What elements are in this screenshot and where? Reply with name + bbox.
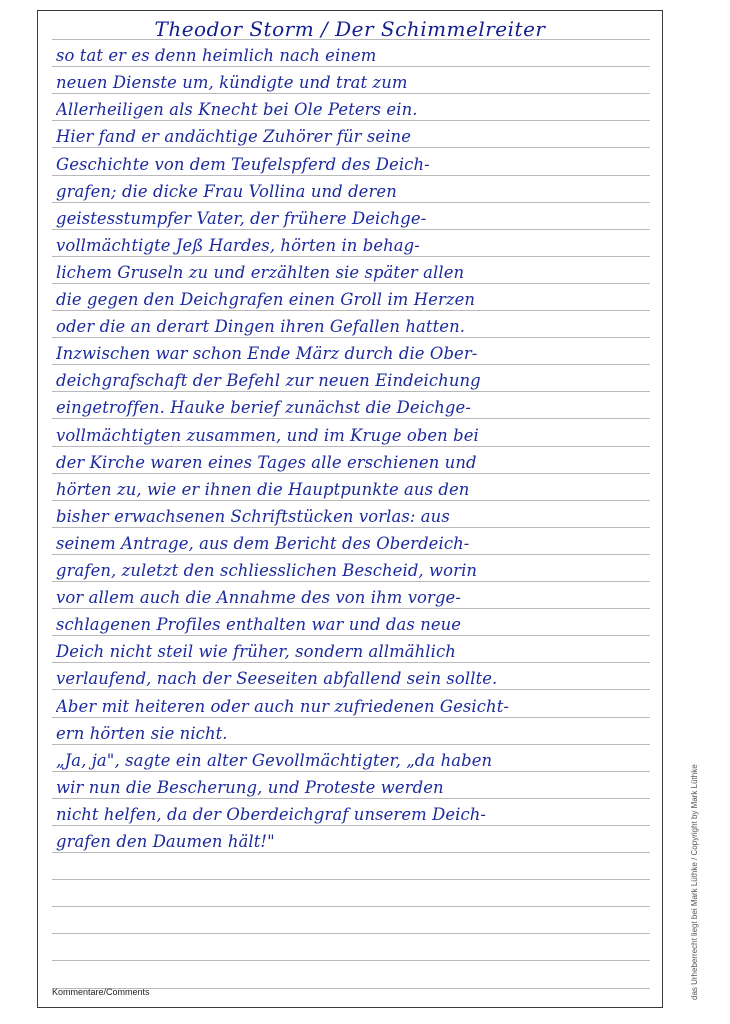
handwritten-line: grafen; die dicke Frau Vollina und deren — [56, 181, 397, 201]
handwritten-line: ern hörten sie nicht. — [56, 723, 228, 743]
handwritten-line: vollmächtigten zusammen, und im Kruge oben bei — [56, 425, 479, 445]
handwritten-line: seinem Antrage, aus dem Bericht des Oberdeich- — [56, 533, 470, 553]
handwritten-line: schlagenen Profiles enthalten war und das neue — [56, 615, 462, 635]
lined-paper-sheet — [37, 10, 663, 1008]
handwritten-line: eingetroffen. Hauke berief zunächst die Deichge- — [56, 398, 471, 418]
handwritten-text-area — [52, 11, 650, 1008]
ruled-line — [52, 960, 650, 961]
handwritten-line: die gegen den Deichgrafen einen Groll im Herzen — [56, 290, 476, 309]
handwritten-line: deichgrafschaft der Befehl zur neuen Eindeichung — [56, 371, 481, 391]
handwritten-line: geistesstumpfer Vater, der frühere Deichge- — [56, 208, 427, 228]
handwritten-line: bisher erwachsenen Schriftstücken vorlas: aus — [56, 506, 450, 526]
handwritten-line: verlaufend, nach der Seeseiten abfallend sein sollte. — [56, 669, 498, 689]
handwritten-line: grafen den Daumen hält!" — [56, 832, 275, 851]
handwritten-line: hörten zu, wie er ihnen die Hauptpunkte aus den — [56, 479, 470, 499]
comments-label: Kommentare/Comments — [52, 987, 150, 997]
handwritten-line: so tat er es denn heimlich nach einem — [56, 46, 377, 66]
handwritten-line: vollmächtigte Jeß Hardes, hörten in behag- — [56, 235, 420, 255]
handwritten-line: der Kirche waren eines Tages alle erschienen und — [56, 452, 477, 472]
ruled-line — [52, 39, 650, 40]
handwritten-line: lichem Gruseln zu und erzählten sie später allen — [56, 262, 465, 282]
handwritten-line: Allerheiligen als Knecht bei Ole Peters ein. — [56, 100, 418, 120]
handwritten-line: Inzwischen war schon Ende März durch die Ober- — [56, 344, 478, 364]
handwritten-line: oder die an derart Dingen ihren Gefallen hatten. — [56, 317, 466, 337]
copyright-text: das Urheberrecht liegt bei Mark Lüthke / Copyright by Mark Lüthke — [690, 764, 699, 1000]
ruled-line — [52, 879, 650, 880]
page-title: Theodor Storm / Der Schimmelreiter — [154, 17, 546, 41]
handwritten-line: Deich nicht steil wie früher, sondern allmählich — [56, 642, 456, 662]
ruled-line — [52, 906, 650, 907]
handwritten-line: „Ja, ja", sagte ein alter Gevollmächtigter, „da haben — [56, 750, 493, 770]
handwritten-line: wir nun die Bescherung, und Proteste werden — [56, 777, 444, 797]
handwritten-line: grafen, zuletzt den schliesslichen Bescheid, worin — [56, 561, 478, 580]
handwritten-line: neuen Dienste um, kündigte und trat zum — [56, 73, 408, 93]
handwritten-line: vor allem auch die Annahme des von ihm vorge- — [56, 588, 461, 608]
handwritten-line: nicht helfen, da der Oberdeichgraf unserem Deich- — [56, 804, 487, 824]
ruled-line — [52, 933, 650, 934]
handwritten-line: Geschichte von dem Teufelspferd des Deich- — [56, 154, 430, 174]
handwritten-line: Aber mit heiteren oder auch nur zufriedenen Gesicht- — [56, 696, 510, 716]
handwritten-line: Hier fand er andächtige Zuhörer für seine — [56, 127, 412, 147]
copyright-notice — [690, 764, 702, 1000]
